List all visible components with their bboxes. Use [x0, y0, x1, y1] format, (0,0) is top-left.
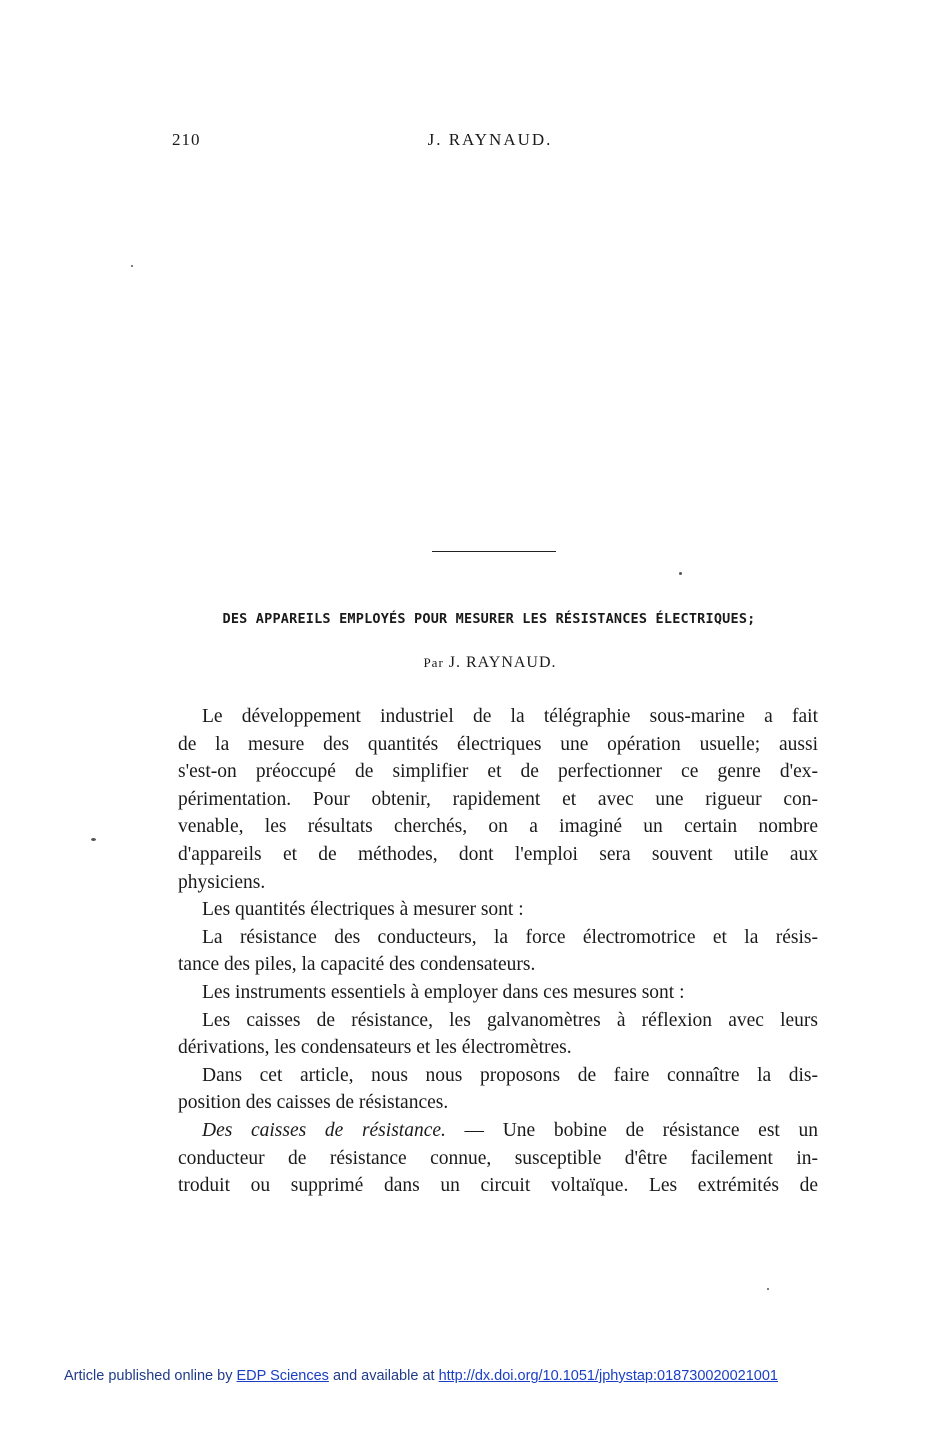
footer-prefix: Article published online by — [64, 1368, 233, 1384]
body-line: dérivations, les condensateurs et les électromètres. — [178, 1037, 572, 1059]
publication-footer — [64, 1368, 778, 1384]
author-prefix: Par — [423, 655, 444, 670]
article-author — [0, 654, 930, 672]
doi-link[interactable]: http://dx.doi.org/10.1051/jphystap:018730020021001 — [438, 1368, 778, 1384]
body-line: de la mesure des quantités électriques une opération usuelle; aussi — [178, 733, 818, 755]
section-heading-italic: Des caisses de résistance. — [202, 1119, 446, 1141]
body-line: tance des piles, la capacité des condensateurs. — [178, 954, 536, 976]
body-line: venable, les résultats cherchés, on a imaginé un certain nombre — [178, 816, 818, 838]
body-line: troduit ou supprimé dans un circuit voltaïque. Les extrémités de — [178, 1175, 818, 1197]
body-line: La résistance des conducteurs, la force électromotrice et la résis- — [202, 926, 818, 948]
body-line: Le développement industriel de la télégraphie sous-marine a fait — [202, 706, 818, 727]
article-title: DES APPAREILS EMPLOYÉS POUR MESURER LES RÉSISTANCES ÉLECTRIQUES; — [222, 611, 756, 627]
print-speck — [767, 1288, 769, 1290]
print-speck — [679, 572, 682, 575]
title-rule — [432, 551, 556, 552]
body-line: d'appareils et de méthodes, dont l'emploi sera souvent utile aux — [178, 843, 818, 865]
footer-middle: and available at — [332, 1368, 435, 1384]
page-number: 210 — [172, 130, 201, 149]
body-line — [178, 1117, 818, 1145]
print-speck — [91, 838, 96, 841]
body-line: conducteur de résistance connue, susceptible d'être facilement in- — [178, 1147, 818, 1169]
author-name: J. RAYNAUD. — [448, 654, 557, 671]
body-line: Les quantités électriques à mesurer sont : — [202, 899, 524, 921]
body-line: périmentation. Pour obtenir, rapidement et avec une rigueur con- — [178, 788, 818, 810]
article-body — [178, 703, 818, 1200]
body-line: position des caisses de résistances. — [178, 1092, 449, 1114]
body-line: physiciens. — [178, 871, 266, 893]
body-line: Les caisses de résistance, les galvanomètres à réflexion avec leurs — [202, 1009, 818, 1031]
body-line-rest: — Une bobine de résistance est un — [445, 1119, 818, 1141]
body-line: Dans cet article, nous nous proposons de faire connaître la dis- — [202, 1064, 818, 1086]
running-head: J. RAYNAUD. — [427, 130, 553, 149]
publisher-link[interactable]: EDP Sciences — [236, 1368, 329, 1384]
print-speck — [131, 265, 133, 267]
body-line: Les instruments essentiels à employer dans ces mesures sont : — [202, 981, 685, 1003]
body-line: s'est-on préoccupé de simplifier et de perfectionner ce genre d'ex- — [178, 761, 818, 783]
